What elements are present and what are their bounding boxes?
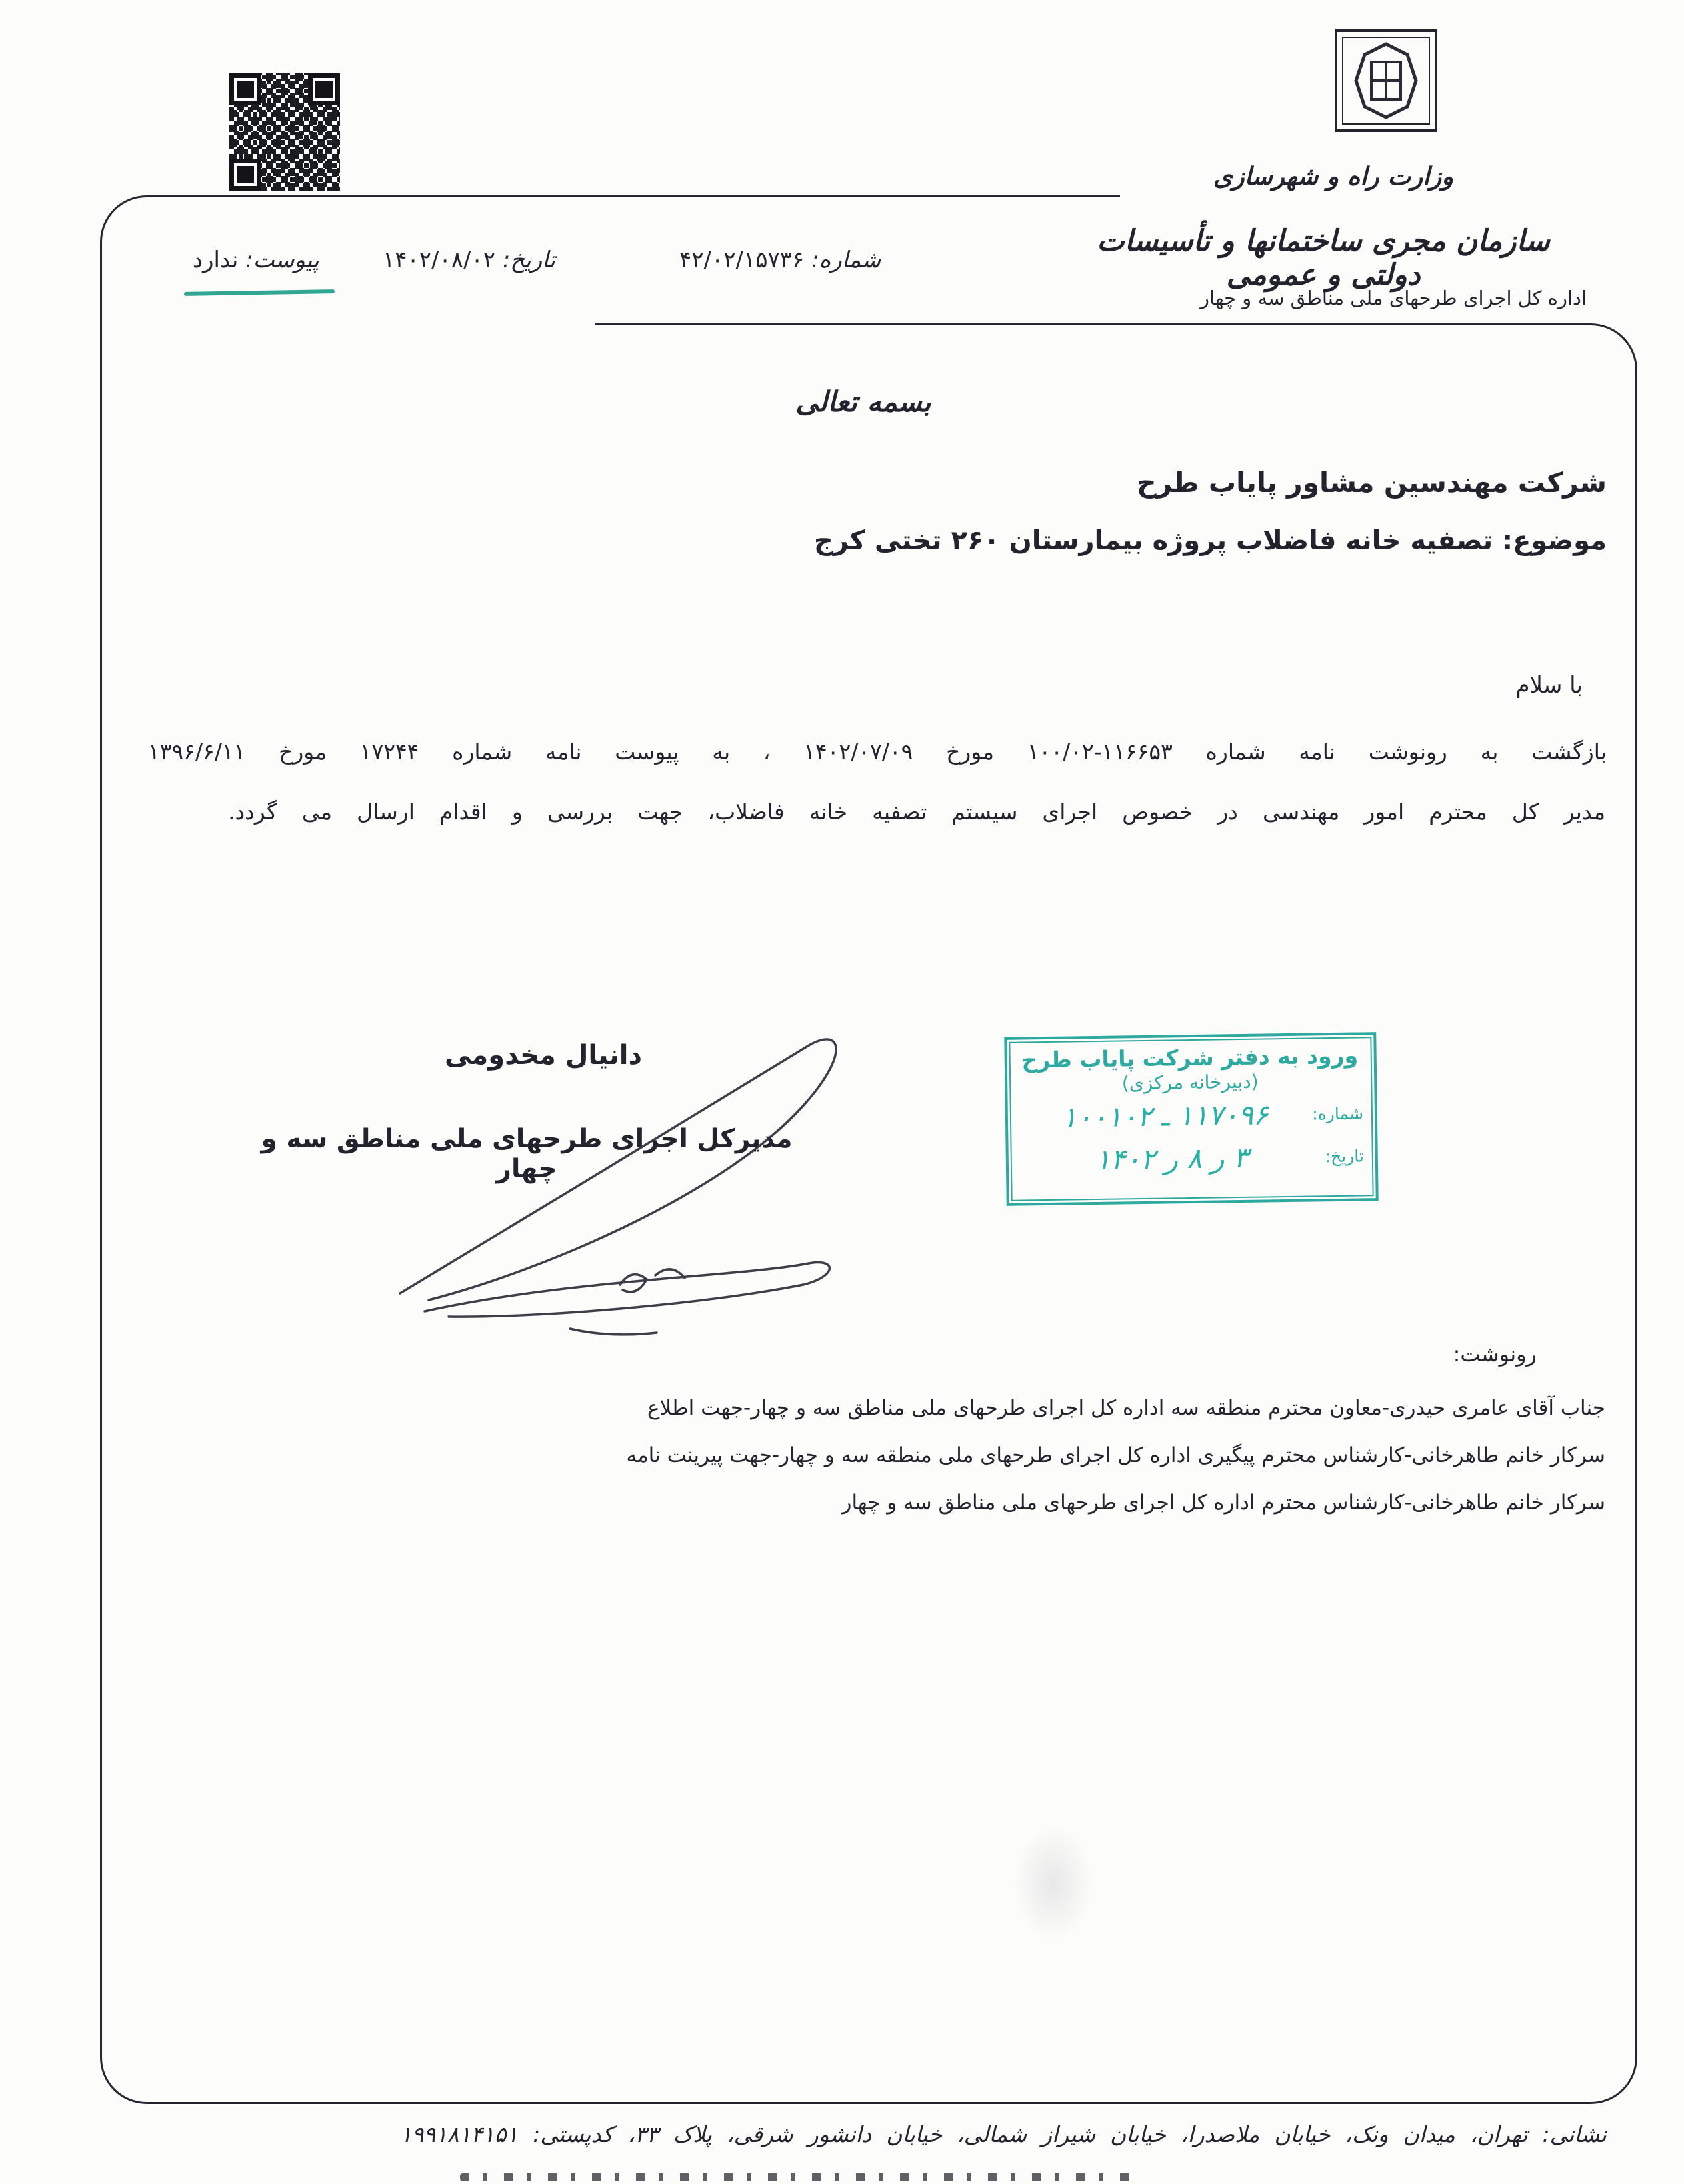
- header-department-title: اداره کل اجرای طرحهای ملی مناطق سه و چهار: [1199, 287, 1587, 309]
- qr-code: [229, 73, 340, 191]
- stamp-number-label: شماره:: [1312, 1103, 1364, 1123]
- ministry-emblem-icon: [1333, 28, 1439, 133]
- footer-address: نشانی: تهران، میدان ونک، خیابان ملاصدرا، خیابان شیراز شمالی، خیابان دانشور شرقی، پلاک ۳۳، کدپستی: ۱۹۹۱۸۱۴۱۵۱: [400, 2121, 1607, 2147]
- cc-item: سرکار خانم طاهرخانی-کارشناس محترم اداره کل اجرای طرحهای ملی مناطق سه و چهار: [841, 1491, 1605, 1515]
- qr-finder-icon: [308, 73, 340, 105]
- number-value: ۴۲/۰۲/۱۵۷۳۶: [679, 247, 805, 273]
- recipient-line: شرکت مهندسین مشاور پایاب طرح: [1136, 467, 1607, 499]
- stamp-date-label: تاریخ:: [1325, 1145, 1364, 1166]
- stamp-title: ورود به دفتر شرکت پایاب طرح: [1021, 1042, 1359, 1073]
- attachment-label: پیوست:: [245, 247, 319, 273]
- besmele-calligraphy: بسمه تعالی: [795, 385, 931, 418]
- qr-finder-icon: [229, 159, 261, 191]
- signer-name: دانیال مخدومی: [444, 1040, 643, 1071]
- stamp-subtitle: (دبیرخانه مرکزی): [1121, 1070, 1259, 1095]
- stamp-number-row: [1018, 1091, 1364, 1139]
- stamp-number-value: ۱۱۷۰۹۶ ـ ۱۰۰۱۰۲: [1061, 1097, 1269, 1134]
- header-ministry-title: وزارت راه و شهرسازی: [1213, 162, 1454, 191]
- cc-item: جناب آقای عامری حیدری-معاون محترم منطقه سه اداره کل اجرای طرحهای ملی مناطق سه و چهار-جهت اطلاع: [647, 1396, 1605, 1420]
- letter-attachment-field: [183, 247, 343, 273]
- stamp-inner-border: [1009, 1037, 1373, 1201]
- letter-date-field: [373, 247, 595, 273]
- header-organization-title: سازمان مجری ساختمانها و تأسیسات دولتی و عمومی: [1097, 224, 1550, 292]
- qr-finder-icon: [229, 73, 261, 105]
- company-entry-stamp: [1004, 1032, 1378, 1206]
- number-label: شماره:: [811, 247, 881, 273]
- date-label: تاریخ:: [502, 247, 555, 273]
- stamp-date-row: [1018, 1134, 1364, 1181]
- footer-second-line-cutoff: [460, 2173, 1133, 2181]
- subject-line: موضوع: تصفیه خانه فاضلاب پروژه بیمارستان ۲۶۰ تختی کرج: [814, 525, 1607, 556]
- cc-section-label: رونوشت:: [1453, 1341, 1537, 1367]
- handwritten-signature: [370, 997, 857, 1343]
- scan-smudge: [997, 1800, 1110, 1967]
- signer-title: مدیرکل اجرای طرحهای ملی مناطق سه و چهار: [261, 1124, 793, 1184]
- salutation-line: با سلام: [1515, 672, 1583, 699]
- stamp-date-value: ۳ ر ۸ ر ۱۴۰۲: [1095, 1141, 1249, 1176]
- date-value: ۱۴۰۲/۰۸/۰۲: [383, 247, 496, 273]
- attachment-value: ندارد: [193, 247, 239, 273]
- cc-list: [600, 1388, 1605, 1530]
- body-line-1: بازگشت به رونوشت نامه شماره ۱۱۶۶۵۳-۱۰۰/۰۲ مورخ ۱۴۰۲/۰۷/۰۹ ، به پیوست نامه شماره ۱۷۲۴۴ مورخ ۱۳۹۶/۶/۱۱: [148, 739, 1607, 765]
- body-line-2: مدیر کل محترم امور مهندسی در خصوص اجرای سیستم تصفیه خانه فاضلاب، جهت بررسی و اقدام ارسال می گردد.: [228, 799, 1605, 825]
- letter-number-field: [670, 247, 910, 273]
- cc-item: سرکار خانم طاهرخانی-کارشناس محترم پیگیری اداره کل اجرای طرحهای ملی منطقه سه و چهار-جهت پیرینت نامه: [626, 1443, 1605, 1467]
